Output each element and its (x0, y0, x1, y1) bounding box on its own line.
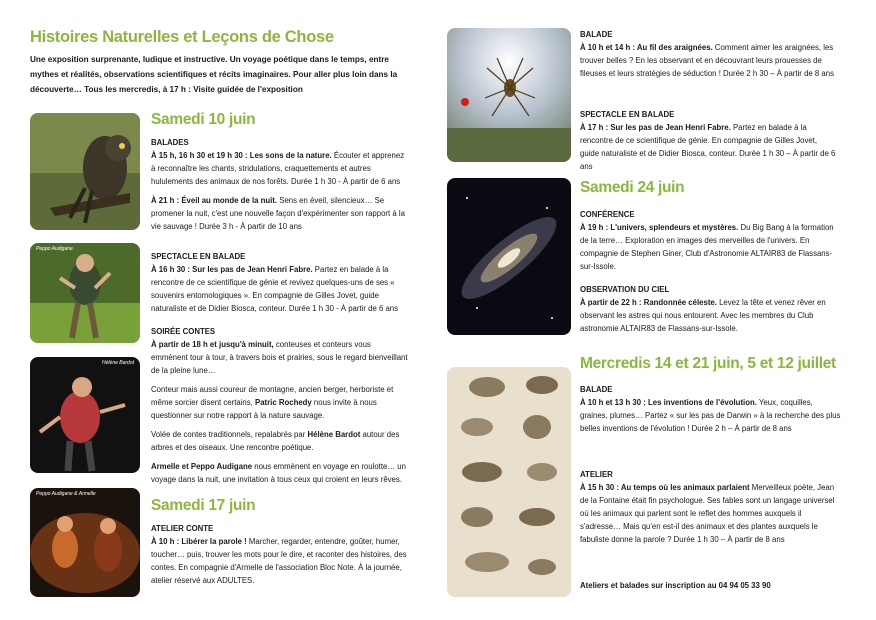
animals-engraving (447, 367, 571, 597)
event-lead: À 21 h : Éveil au monde de la nuit. (151, 196, 278, 205)
section-heading: CONFÉRENCE (580, 210, 635, 219)
section-heading: ATELIER (580, 470, 613, 479)
day1-spectacle (151, 250, 409, 315)
event-lead: À 15 h 30 : Au temps où les animaux parlaient (580, 483, 750, 492)
day-heading: Samedi 24 juin (580, 179, 685, 196)
event-text: Partez en balade à la rencontre de ce scientifique de génie et revivez quelques-uns de ses « souvenirs entomologiques ». En compagnie de Gilles Jovet, guide naturaliste et de Didier Biosca, conteur. Durée 1 h 30 - À partir de 6 ans (151, 265, 399, 313)
section-heading: SOIRÉE CONTES (151, 327, 216, 336)
intro-text: Une exposition surprenante, ludique et instructive. Un voyage poétique dans le temps, entre mythes et réalités, observations scientifiques et récits imaginaires. Pour aller plus loin dans la découverte… Tous les mercredis, à 17 h : Visite guidée de l'exposition (30, 55, 398, 94)
section-heading: OBSERVATION DU CIEL (580, 285, 670, 294)
photo-caption: Peppo Audigane & Armelle (36, 491, 96, 497)
performer-name: Patric Rochedy (255, 398, 312, 407)
event-text: nous invite à nous questionner sur notre rapport à la nature sauvage. (151, 398, 377, 420)
section-heading: BALADE (580, 385, 613, 394)
event-text: Volée de contes traditionnels, repalabrés par (151, 430, 308, 439)
event-text: Merveilleux poète, Jean de la Fontaine était fin psychologue. Ses fables sont un langage universel où les animaux qui parlent sont le reflet des hommes auxquels il s'adresse… Mais qu'en est-il des animaux et des plantes auxquels le fabuliste donne la parole ? Durée 1 h 30 – À partir de 8 ans (580, 483, 835, 544)
event-lead: À 10 h et 13 h 30 : Les inventions de l'évolution. (580, 398, 757, 407)
day4-atelier (580, 468, 842, 546)
registration-footer: Ateliers et balades sur inscription au 04 94 05 33 90 (580, 581, 771, 590)
spider-photo (447, 28, 571, 162)
event-text: nous emmènent en voyage en roulotte… un voyage dans la nuit, une invitation à tous ceux qui croient en leurs rêves. (151, 462, 406, 484)
event-text: Conteur mais aussi coureur de montagne, ancien berger, herboriste et même sorcier disent certains, (151, 385, 394, 407)
event-text: Sens en éveil, silencieux… Se promener la nuit, c'est une nouvelle façon d'expérimenter son rapport à la vie sauvage ! Durée 3 h - À partir de 10 ans (151, 196, 405, 231)
event-lead: À partir de 22 h : Randonnée céleste. (580, 298, 717, 307)
photo-caption: Peppo Audigane (36, 246, 73, 252)
day-heading: Samedi 17 juin (151, 497, 256, 514)
day1-contes (151, 325, 409, 486)
galaxy-photo (447, 178, 571, 335)
armelle-photo (30, 488, 140, 597)
section-heading: ATELIER CONTE (151, 524, 214, 533)
page-title: Histoires Naturelles et Leçons de Chose (30, 28, 334, 46)
event-lead: À partir de 18 h et jusqu'à minuit, (151, 340, 274, 349)
day2-balade (580, 28, 838, 80)
event-lead: À 17 h : Sur les pas de Jean Henri Fabre. (580, 123, 731, 132)
day-heading: Samedi 10 juin (151, 111, 256, 128)
event-lead: À 10 h et 14 h : Au fil des araignées. (580, 43, 713, 52)
event-text: Yeux, coquilles, graines, plumes… Partez « sur les pas de Darwin » à la recherche des plus belles inventions de l'évolution ! Durée 2 h – À partir de 8 ans (580, 398, 841, 433)
day2-atelier (151, 522, 409, 587)
photo-caption: Hélène Bardot (102, 360, 134, 366)
event-text: autour des arbres et des oiseaux. Une rencontre poétique. (151, 430, 400, 452)
day-heading: Mercredis 14 et 21 juin, 5 et 12 juillet (580, 355, 836, 372)
event-text: Du Big Bang à la formation de la terre… Exploration en images des merveilles de l'univers. En compagnie de Stephen Giner, Club d'Astronomie ALTAIR83 de Flassans-sur-Issole. (580, 223, 834, 271)
event-lead: À 15 h, 16 h 30 et 19 h 30 : Les sons de la nature. (151, 151, 332, 160)
day3-observation (580, 283, 842, 335)
helene-photo (30, 357, 140, 473)
day2-spectacle (580, 108, 838, 173)
event-text: conteuses et conteurs vous emmènent tour à tour, à travers bois et prairies, sous le regard bienveillant de la pleine lune… (151, 340, 408, 375)
event-text: Comment aimer les araignées, les trouver belles ? En les observant et en découvrant leurs prouesses de fileuses et leurs stratégies de séduction ! Durée 2 h 30 – À partir de 8 ans (580, 43, 834, 78)
event-text: Levez la tête et venez rêver en observant les astres qui nous entourent. Avec les membres du Club astronomie ALTAIR83 de Flassans-sur-Issole. (580, 298, 826, 333)
performer-name: Hélène Bardot (307, 430, 361, 439)
day3-conference (580, 208, 842, 273)
event-lead: À 16 h 30 : Sur les pas de Jean Henri Fabre. (151, 265, 313, 274)
event-lead: À 19 h : L'univers, splendeurs et mystères. (580, 223, 739, 232)
performer-name: Armelle et Peppo Audigane (151, 462, 253, 471)
day1-balades (151, 136, 406, 233)
section-heading: BALADE (580, 30, 613, 39)
day4-balade (580, 383, 842, 435)
section-heading: BALADES (151, 138, 189, 147)
event-lead: À 10 h : Libérer la parole ! (151, 537, 247, 546)
event-text: Marcher, regarder, entendre, goûter, humer, toucher… puis, trouver les mots pour le dire, et raconter des histoires, des contes. En compagnie d'Armelle de l'association Bloc Note. À la journée, atelier réservé aux ADULTES. (151, 537, 407, 585)
fabre-photo (30, 243, 140, 343)
owl-photo (30, 113, 140, 230)
section-heading: SPECTACLE EN BALADE (580, 110, 675, 119)
event-text: Partez en balade à la rencontre de ce scientifique de génie. En compagnie de Gilles Jovet, guide naturaliste et de Didier Biosca, conteur. Durée 1 h 30 – À partir de 6 ans (580, 123, 836, 171)
event-text: Écouter et apprenez à reconnaître les chants, stridulations, craquettements et autres hululements des animaux de nos forêts. Durée 1 h 30 - À partir de 6 ans (151, 151, 405, 186)
section-heading: SPECTACLE EN BALADE (151, 252, 246, 261)
